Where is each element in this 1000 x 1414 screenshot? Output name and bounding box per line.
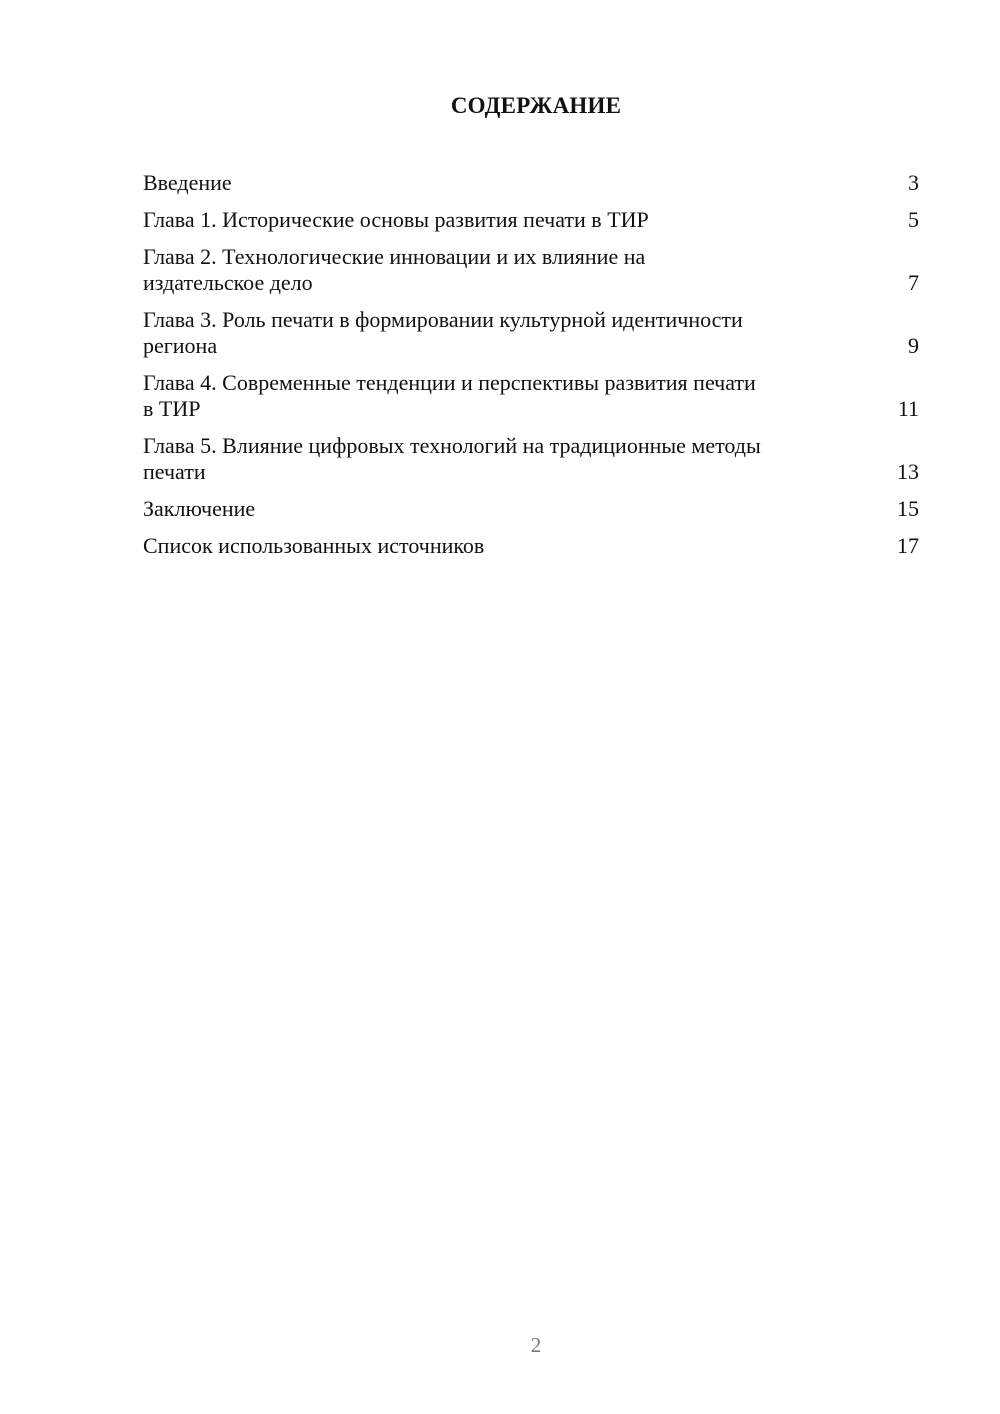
toc-entry-chapter-2	[143, 244, 919, 296]
toc-entry-chapter-1	[143, 207, 919, 233]
toc-entry-chapter-3	[143, 307, 919, 359]
toc-entry-references	[143, 533, 919, 559]
toc-entry-page: 11	[897, 396, 919, 421]
toc-entry-chapter-4	[143, 370, 919, 422]
toc-entry-page: 5	[908, 207, 919, 232]
toc-entry-text: Введение	[143, 170, 232, 195]
toc-entry-introduction	[143, 170, 919, 196]
toc-entry-text: Глава 4. Современные тенденции и перспективы развития печати в ТИР	[143, 370, 756, 421]
page-title: СОДЕРЖАНИЕ	[450, 93, 622, 118]
toc-entry-text: Список использованных источников	[143, 533, 485, 558]
toc-entry-page: 3	[908, 170, 919, 195]
toc-entry-page: 13	[897, 459, 919, 484]
table-of-contents	[143, 170, 919, 570]
toc-entry-text: Глава 5. Влияние цифровых технологий на традиционные методы печати	[143, 433, 761, 484]
page-number: 2	[530, 1333, 542, 1357]
toc-entry-chapter-5	[143, 433, 919, 485]
toc-entry-text: Заключение	[143, 496, 256, 521]
toc-entry-text: Глава 2. Технологические инновации и их влияние на издательское дело	[143, 244, 646, 295]
toc-entry-text: Глава 1. Исторические основы развития печати в ТИР	[143, 207, 649, 232]
toc-entry-page: 9	[908, 333, 919, 358]
toc-entry-page: 15	[897, 496, 919, 521]
toc-entry-conclusion	[143, 496, 919, 522]
toc-entry-text: Глава 3. Роль печати в формировании культурной идентичности региона	[143, 307, 743, 358]
toc-entry-page: 7	[908, 270, 919, 295]
toc-entry-page: 17	[897, 533, 919, 558]
